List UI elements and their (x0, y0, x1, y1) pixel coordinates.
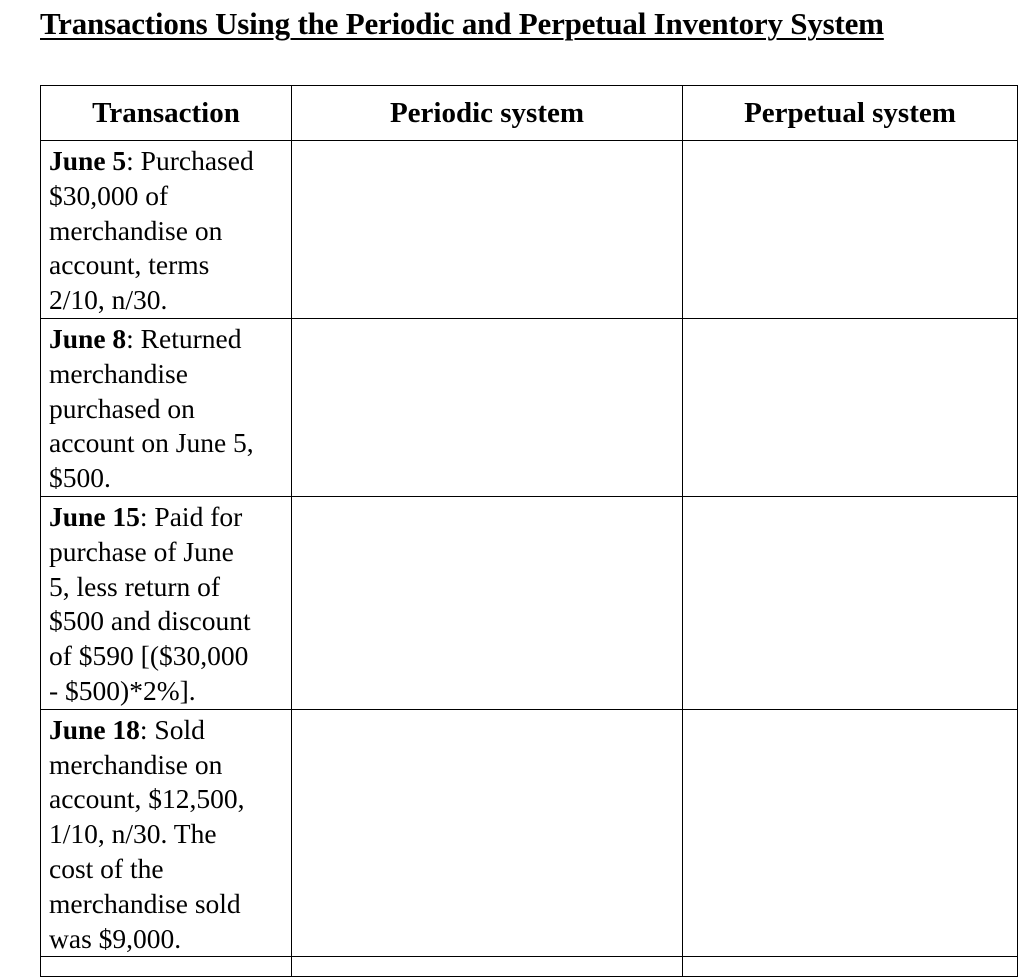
transaction-cell (41, 141, 292, 319)
table-row (41, 141, 1018, 319)
transaction-text: merchandise on (49, 214, 223, 246)
transaction-text: account, terms (49, 249, 210, 281)
transaction-date: June 8 (49, 322, 127, 354)
transaction-text: $500. (49, 462, 111, 494)
perpetual-system-entry-cell[interactable] (683, 318, 1018, 496)
transaction-text: $500 and discount (49, 605, 251, 637)
perpetual-system-entry-cell[interactable] (683, 496, 1018, 709)
transaction-cell (41, 318, 292, 496)
header-transaction: Transaction (41, 86, 292, 141)
periodic-system-entry-cell[interactable] (292, 141, 683, 319)
transaction-text: merchandise on (49, 748, 223, 780)
table-row (41, 496, 1018, 709)
transaction-text: was $9,000. (49, 922, 182, 954)
transaction-date: June 15 (49, 500, 140, 532)
transaction-text: cost of the (49, 852, 164, 884)
transaction-text: : Paid for (139, 500, 243, 532)
table-header-row (41, 86, 1018, 141)
transaction-text: purchased on (49, 392, 195, 424)
transaction-cell (41, 496, 292, 709)
table-row (41, 957, 1018, 977)
empty-cell (683, 957, 1018, 977)
transaction-text: : Returned (126, 322, 242, 354)
periodic-system-entry-cell[interactable] (292, 318, 683, 496)
transaction-cell (41, 709, 292, 957)
periodic-system-entry-cell[interactable] (292, 709, 683, 957)
transaction-text: : Sold (139, 713, 205, 745)
transaction-text: $30,000 of (49, 179, 169, 211)
transaction-text: account, $12,500, (49, 783, 245, 815)
table-row (41, 318, 1018, 496)
transaction-date: June 18 (49, 713, 140, 745)
transaction-text: 5, less return of (49, 570, 221, 602)
periodic-system-entry-cell[interactable] (292, 496, 683, 709)
transaction-text: 2/10, n/30. (49, 284, 168, 316)
transaction-text: purchase of June (49, 535, 234, 567)
perpetual-system-entry-cell[interactable] (683, 709, 1018, 957)
transaction-text: : Purchased (126, 145, 254, 176)
header-periodic-system: Periodic system (292, 86, 683, 141)
transaction-text: 1/10, n/30. The (49, 818, 217, 850)
table-row (41, 709, 1018, 957)
transaction-text: merchandise (49, 357, 188, 389)
perpetual-system-entry-cell[interactable] (683, 141, 1018, 319)
transactions-table (40, 85, 1018, 977)
transaction-text: account on June 5, (49, 427, 254, 459)
transaction-text: of $590 [($30,000 (49, 640, 249, 672)
empty-cell (41, 957, 292, 977)
transaction-date: June 5 (49, 145, 127, 176)
header-perpetual-system: Perpetual system (683, 86, 1018, 141)
empty-cell (292, 957, 683, 977)
transaction-text: - $500)*2%]. (49, 674, 196, 706)
document-title: Transactions Using the Periodic and Perpetual Inventory System (40, 6, 884, 41)
transaction-text: merchandise sold (49, 887, 241, 919)
